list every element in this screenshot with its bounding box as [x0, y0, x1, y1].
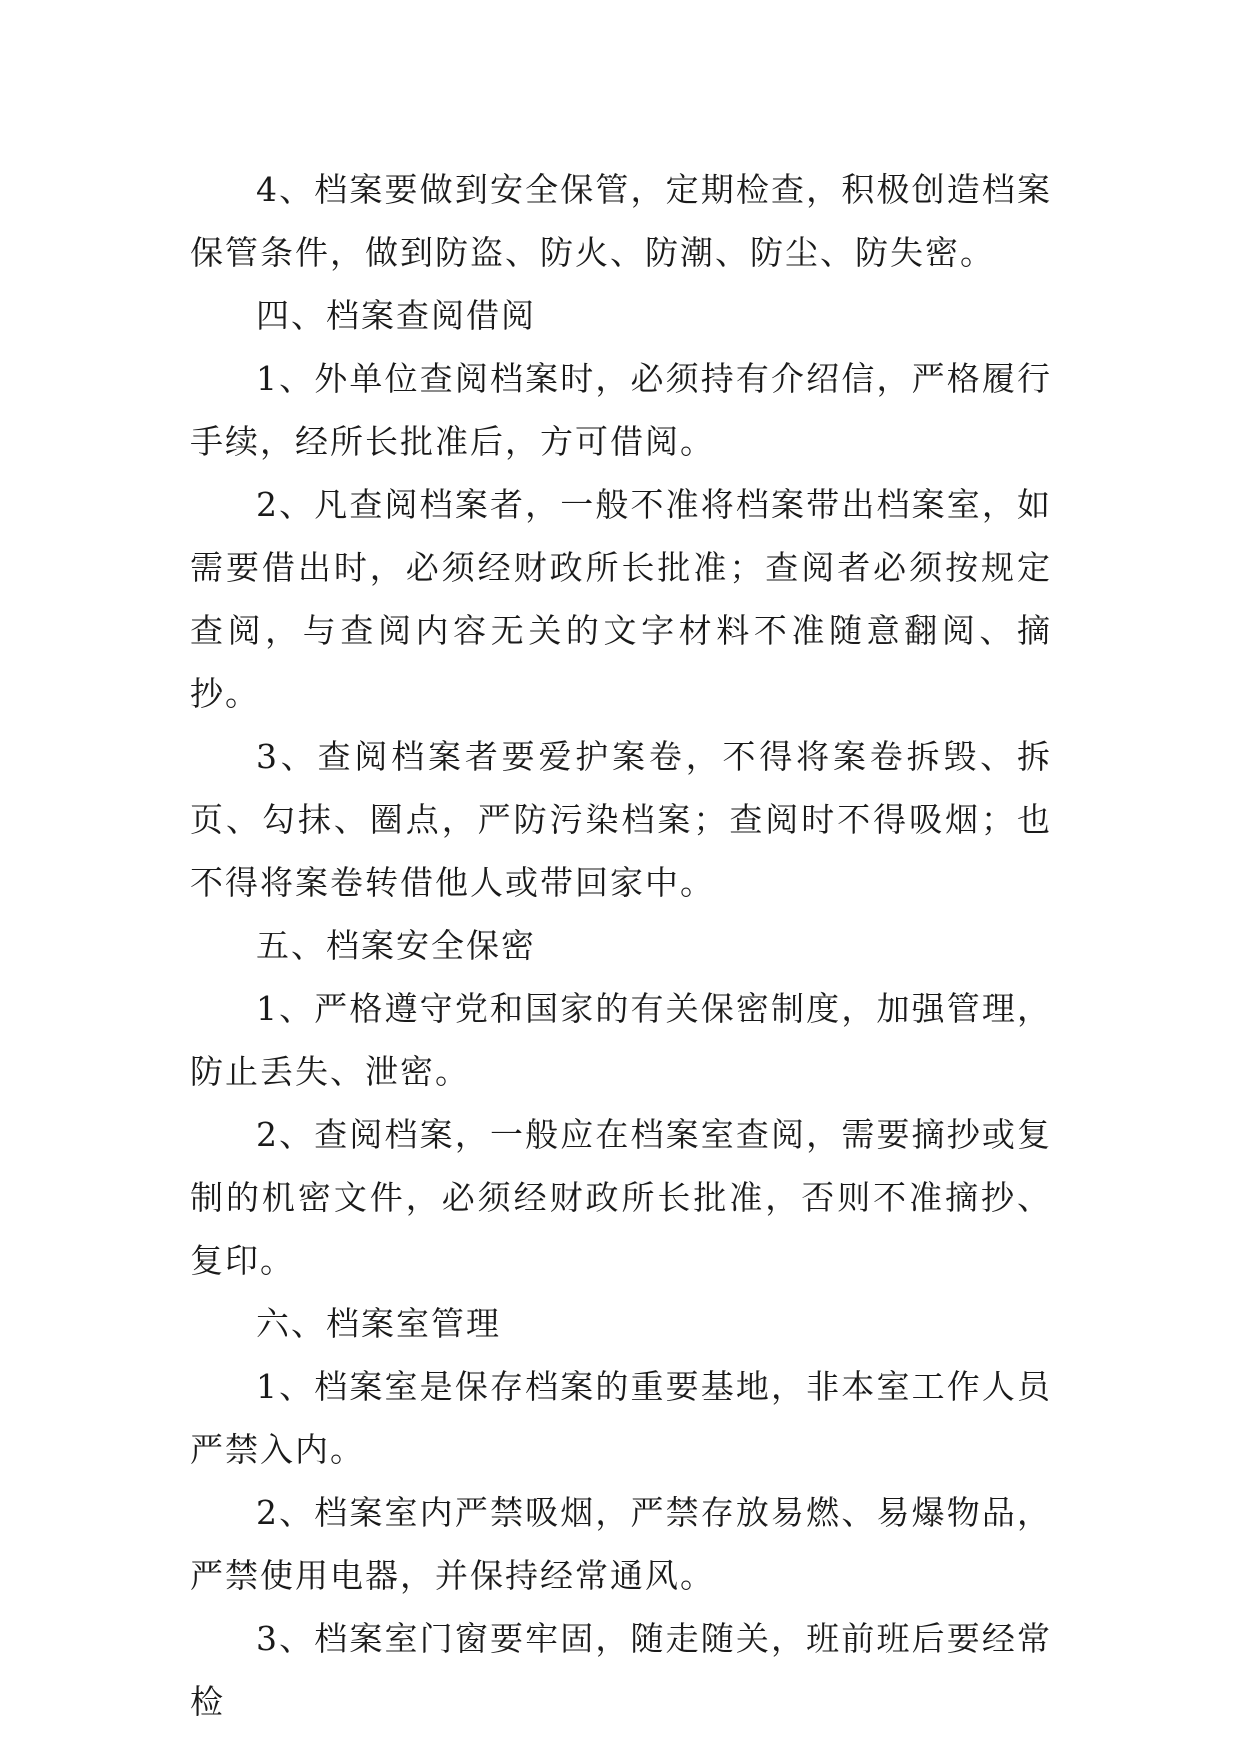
- paragraph-care-of-files: 3、查阅档案者要爱护案卷，不得将案卷拆毁、拆页、勾抹、圈点，严防污染档案；查阅时不得吸烟；也不得将案卷转借他人或带回家中。: [190, 737, 1052, 902]
- section-heading-archive-security: 五、档案安全保密: [256, 926, 536, 965]
- section-heading-archive-access: 四、档案查阅借阅: [256, 296, 536, 335]
- paragraph-room-safety: 2、档案室内严禁吸烟，严禁存放易燃、易爆物品，严禁使用电器，并保持经常通风。: [190, 1493, 1052, 1595]
- paragraph-security-storage: 4、档案要做到安全保管，定期检查，积极创造档案保管条件，做到防盗、防火、防潮、防尘、防失密。: [190, 170, 1052, 272]
- paragraph-doors-windows: 3、档案室门窗要牢固，随走随关，班前班后要经常检: [190, 1619, 1052, 1721]
- document-body: [190, 158, 1052, 1733]
- paragraph-confidentiality: 1、严格遵守党和国家的有关保密制度，加强管理，防止丢失、泄密。: [190, 989, 1052, 1091]
- paragraph-borrowing-rules: 2、凡查阅档案者，一般不准将档案带出档案室，如需要借出时，必须经财政所长批准；查阅者必须按规定查阅，与查阅内容无关的文字材料不准随意翻阅、摘抄。: [190, 485, 1052, 713]
- section-heading-archive-room: 六、档案室管理: [256, 1304, 501, 1343]
- paragraph-external-access: 1、外单位查阅档案时，必须持有介绍信，严格履行手续，经所长批准后，方可借阅。: [190, 359, 1052, 461]
- paragraph-room-access: 1、档案室是保存档案的重要基地，非本室工作人员严禁入内。: [190, 1367, 1052, 1469]
- paragraph-copy-approval: 2、查阅档案，一般应在档案室查阅，需要摘抄或复制的机密文件，必须经财政所长批准，否则不准摘抄、复印。: [190, 1115, 1052, 1280]
